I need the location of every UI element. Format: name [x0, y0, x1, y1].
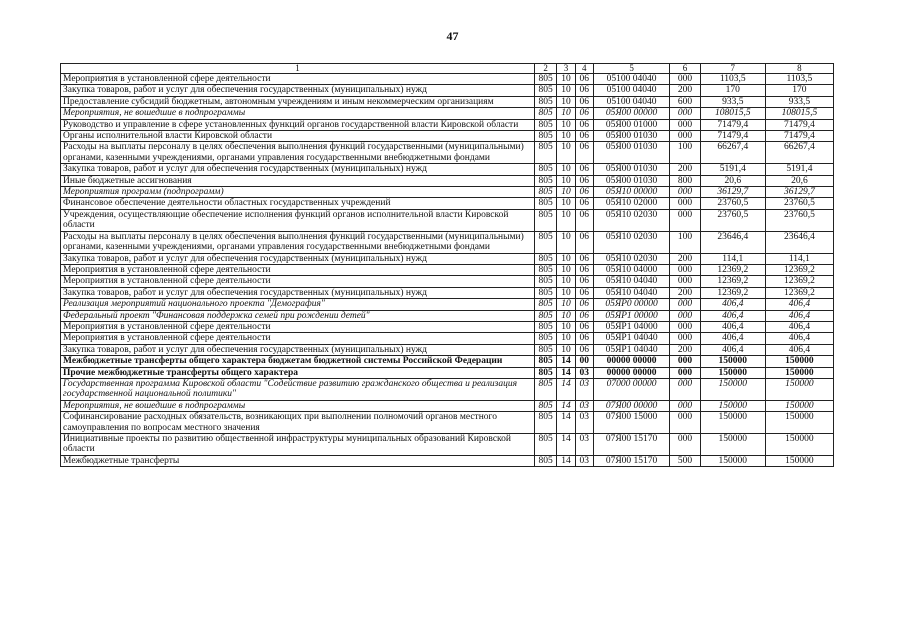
section-cell: 10 — [557, 74, 575, 85]
target-article-cell: 05ЯР1 04040 — [593, 333, 669, 344]
amount-cell: 150000 — [700, 434, 765, 456]
amount-cell: 1103,5 — [765, 74, 833, 85]
amount-cell: 71479,4 — [700, 131, 765, 142]
header-cell: 6 — [670, 64, 701, 74]
table-row — [61, 378, 834, 400]
subsection-cell: 06 — [575, 96, 593, 107]
target-article-cell: 00000 00000 — [593, 367, 669, 378]
item-name-cell: Мероприятия в установленной сфере деятельности — [61, 333, 535, 344]
ministry-code-cell: 805 — [534, 356, 556, 367]
amount-cell: 406,4 — [700, 333, 765, 344]
amount-cell: 5191,4 — [765, 164, 833, 175]
amount-cell: 150000 — [700, 400, 765, 411]
amount-cell: 12369,2 — [700, 264, 765, 275]
ministry-code-cell: 805 — [534, 276, 556, 287]
target-article-cell: 05ЯР0 00000 — [593, 299, 669, 310]
table-row — [61, 231, 834, 253]
item-name-cell: Мероприятия, не вошедшие в подпрограммы — [61, 400, 535, 411]
amount-cell: 20,6 — [765, 175, 833, 186]
expense-type-cell: 500 — [670, 455, 701, 466]
amount-cell: 406,4 — [765, 344, 833, 355]
amount-cell: 23760,5 — [765, 198, 833, 209]
section-cell: 14 — [557, 356, 575, 367]
expense-type-cell: 000 — [670, 276, 701, 287]
target-article-cell: 05ЯР1 04000 — [593, 321, 669, 332]
expense-type-cell: 000 — [670, 310, 701, 321]
amount-cell: 66267,4 — [765, 142, 833, 164]
expense-type-cell: 100 — [670, 231, 701, 253]
ministry-code-cell: 805 — [534, 187, 556, 198]
amount-cell: 114,1 — [700, 253, 765, 264]
ministry-code-cell: 805 — [534, 378, 556, 400]
amount-cell: 150000 — [700, 455, 765, 466]
amount-cell: 71479,4 — [700, 119, 765, 130]
section-cell: 14 — [557, 455, 575, 466]
amount-cell: 12369,2 — [700, 287, 765, 298]
amount-cell: 114,1 — [765, 253, 833, 264]
amount-cell: 150000 — [700, 367, 765, 378]
expense-type-cell: 000 — [670, 299, 701, 310]
target-article-cell: 05Я00 01000 — [593, 119, 669, 130]
amount-cell: 23760,5 — [765, 209, 833, 231]
target-article-cell: 05ЯР1 00000 — [593, 310, 669, 321]
amount-cell: 150000 — [700, 378, 765, 400]
section-cell: 10 — [557, 253, 575, 264]
expense-type-cell: 200 — [670, 85, 701, 96]
ministry-code-cell: 805 — [534, 412, 556, 434]
amount-cell: 23646,4 — [700, 231, 765, 253]
section-cell: 14 — [557, 367, 575, 378]
target-article-cell: 05Я10 02030 — [593, 231, 669, 253]
expense-type-cell: 000 — [670, 119, 701, 130]
table-row — [61, 74, 834, 85]
target-article-cell: 05Я00 01030 — [593, 131, 669, 142]
amount-cell: 406,4 — [765, 333, 833, 344]
expense-type-cell: 000 — [670, 412, 701, 434]
amount-cell: 150000 — [765, 367, 833, 378]
subsection-cell: 06 — [575, 231, 593, 253]
header-cell: 2 — [534, 64, 556, 74]
subsection-cell: 06 — [575, 209, 593, 231]
item-name-cell: Расходы на выплаты персоналу в целях обеспечения выполнения функций государственными (муниципальными) органами, казенными учреждениями, органами управления государственными внебюджетными фондами — [61, 231, 535, 253]
expense-type-cell: 200 — [670, 253, 701, 264]
subsection-cell: 06 — [575, 164, 593, 175]
section-cell: 10 — [557, 119, 575, 130]
expense-type-cell: 000 — [670, 367, 701, 378]
table-row — [61, 198, 834, 209]
target-article-cell: 07000 00000 — [593, 378, 669, 400]
item-name-cell: Учреждения, осуществляющие обеспечение исполнения функций органов исполнительной власти Кировской области — [61, 209, 535, 231]
item-name-cell: Расходы на выплаты персоналу в целях обеспечения выполнения функций государственными (муниципальными) органами, казенными учреждениями, органами управления государственными внебюджетными фондами — [61, 142, 535, 164]
header-cell: 3 — [557, 64, 575, 74]
subsection-cell: 00 — [575, 356, 593, 367]
table-row — [61, 209, 834, 231]
ministry-code-cell: 805 — [534, 119, 556, 130]
expense-type-cell: 000 — [670, 400, 701, 411]
expense-type-cell: 000 — [670, 356, 701, 367]
ministry-code-cell: 805 — [534, 231, 556, 253]
target-article-cell: 05Я10 00000 — [593, 187, 669, 198]
subsection-cell: 06 — [575, 264, 593, 275]
expense-type-cell: 000 — [670, 131, 701, 142]
table-row — [61, 299, 834, 310]
table-row — [61, 142, 834, 164]
table-row — [61, 356, 834, 367]
ministry-code-cell: 805 — [534, 175, 556, 186]
section-cell: 10 — [557, 299, 575, 310]
amount-cell: 170 — [700, 85, 765, 96]
expense-type-cell: 000 — [670, 108, 701, 119]
amount-cell: 150000 — [765, 455, 833, 466]
amount-cell: 406,4 — [765, 310, 833, 321]
ministry-code-cell: 805 — [534, 321, 556, 332]
item-name-cell: Мероприятия в установленной сфере деятельности — [61, 321, 535, 332]
subsection-cell: 06 — [575, 299, 593, 310]
target-article-cell: 05Я10 04040 — [593, 287, 669, 298]
item-name-cell: Межбюджетные трансферты — [61, 455, 535, 466]
section-cell: 14 — [557, 378, 575, 400]
expense-type-cell: 000 — [670, 321, 701, 332]
expense-type-cell: 000 — [670, 434, 701, 456]
subsection-cell: 03 — [575, 367, 593, 378]
section-cell: 14 — [557, 412, 575, 434]
section-cell: 10 — [557, 231, 575, 253]
expense-type-cell: 600 — [670, 96, 701, 107]
table-row — [61, 131, 834, 142]
table-row — [61, 455, 834, 466]
subsection-cell: 03 — [575, 434, 593, 456]
table-row — [61, 108, 834, 119]
amount-cell: 1103,5 — [700, 74, 765, 85]
subsection-cell: 06 — [575, 142, 593, 164]
section-cell: 10 — [557, 142, 575, 164]
subsection-cell: 03 — [575, 400, 593, 411]
target-article-cell: 07Я00 15170 — [593, 434, 669, 456]
section-cell: 10 — [557, 321, 575, 332]
section-cell: 10 — [557, 344, 575, 355]
table-row — [61, 310, 834, 321]
section-cell: 10 — [557, 131, 575, 142]
amount-cell: 406,4 — [700, 344, 765, 355]
table-row — [61, 175, 834, 186]
item-name-cell: Государственная программа Кировской области "Содействие развитию гражданского общества и реализация государственной национальной политики" — [61, 378, 535, 400]
item-name-cell: Прочие межбюджетные трансферты общего характера — [61, 367, 535, 378]
amount-cell: 150000 — [765, 434, 833, 456]
item-name-cell: Органы исполнительной власти Кировской области — [61, 131, 535, 142]
item-name-cell: Мероприятия, не вошедшие в подпрограммы — [61, 108, 535, 119]
table-row — [61, 96, 834, 107]
ministry-code-cell: 805 — [534, 74, 556, 85]
amount-cell: 150000 — [765, 412, 833, 434]
amount-cell: 71479,4 — [765, 119, 833, 130]
section-cell: 10 — [557, 310, 575, 321]
ministry-code-cell: 805 — [534, 142, 556, 164]
item-name-cell: Реализация мероприятий национального проекта "Демография" — [61, 299, 535, 310]
ministry-code-cell: 805 — [534, 164, 556, 175]
table-row — [61, 434, 834, 456]
ministry-code-cell: 805 — [534, 209, 556, 231]
ministry-code-cell: 805 — [534, 310, 556, 321]
item-name-cell: Мероприятия в установленной сфере деятельности — [61, 264, 535, 275]
subsection-cell: 06 — [575, 74, 593, 85]
expense-type-cell: 800 — [670, 175, 701, 186]
subsection-cell: 06 — [575, 175, 593, 186]
item-name-cell: Финансовое обеспечение деятельности областных государственных учреждений — [61, 198, 535, 209]
amount-cell: 12369,2 — [765, 287, 833, 298]
subsection-cell: 06 — [575, 85, 593, 96]
table-row — [61, 187, 834, 198]
amount-cell: 406,4 — [765, 321, 833, 332]
section-cell: 10 — [557, 264, 575, 275]
section-cell: 10 — [557, 164, 575, 175]
item-name-cell: Закупка товаров, работ и услуг для обеспечения государственных (муниципальных) нужд — [61, 164, 535, 175]
amount-cell: 406,4 — [700, 310, 765, 321]
section-cell: 10 — [557, 187, 575, 198]
target-article-cell: 07Я00 15170 — [593, 455, 669, 466]
subsection-cell: 06 — [575, 119, 593, 130]
section-cell: 10 — [557, 108, 575, 119]
expense-type-cell: 000 — [670, 198, 701, 209]
section-cell: 14 — [557, 434, 575, 456]
ministry-code-cell: 805 — [534, 287, 556, 298]
subsection-cell: 06 — [575, 276, 593, 287]
table-row — [61, 321, 834, 332]
item-name-cell: Закупка товаров, работ и услуг для обеспечения государственных (муниципальных) нужд — [61, 253, 535, 264]
ministry-code-cell: 805 — [534, 333, 556, 344]
target-article-cell: 05100 04040 — [593, 96, 669, 107]
expense-type-cell: 100 — [670, 142, 701, 164]
budget-table — [60, 63, 834, 467]
section-cell: 10 — [557, 175, 575, 186]
target-article-cell: 05Я00 01030 — [593, 142, 669, 164]
amount-cell: 23760,5 — [700, 209, 765, 231]
subsection-cell: 06 — [575, 287, 593, 298]
item-name-cell: Мероприятия в установленной сфере деятельности — [61, 276, 535, 287]
header-row — [61, 64, 834, 74]
expense-type-cell: 200 — [670, 164, 701, 175]
target-article-cell: 07Я00 15000 — [593, 412, 669, 434]
expense-type-cell: 200 — [670, 344, 701, 355]
amount-cell: 170 — [765, 85, 833, 96]
target-article-cell: 05Я00 00000 — [593, 108, 669, 119]
item-name-cell: Закупка товаров, работ и услуг для обеспечения государственных (муниципальных) нужд — [61, 287, 535, 298]
target-article-cell: 05ЯР1 04040 — [593, 344, 669, 355]
item-name-cell: Руководство и управление в сфере установленных функций органов государственной власти Кировской области — [61, 119, 535, 130]
item-name-cell: Мероприятия в установленной сфере деятельности — [61, 74, 535, 85]
table-row — [61, 119, 834, 130]
ministry-code-cell: 805 — [534, 367, 556, 378]
table-row — [61, 412, 834, 434]
subsection-cell: 06 — [575, 198, 593, 209]
target-article-cell: 05Я10 04040 — [593, 276, 669, 287]
target-article-cell: 05Я00 01030 — [593, 175, 669, 186]
target-article-cell: 00000 00000 — [593, 356, 669, 367]
section-cell: 14 — [557, 400, 575, 411]
expense-type-cell: 200 — [670, 287, 701, 298]
table-row — [61, 85, 834, 96]
amount-cell: 933,5 — [700, 96, 765, 107]
ministry-code-cell: 805 — [534, 253, 556, 264]
subsection-cell: 06 — [575, 131, 593, 142]
header-cell: 4 — [575, 64, 593, 74]
amount-cell: 23760,5 — [700, 198, 765, 209]
amount-cell: 36129,7 — [700, 187, 765, 198]
section-cell: 10 — [557, 96, 575, 107]
subsection-cell: 06 — [575, 108, 593, 119]
amount-cell: 933,5 — [765, 96, 833, 107]
ministry-code-cell: 805 — [534, 434, 556, 456]
expense-type-cell: 000 — [670, 187, 701, 198]
section-cell: 10 — [557, 333, 575, 344]
expense-type-cell: 000 — [670, 74, 701, 85]
ministry-code-cell: 805 — [534, 344, 556, 355]
ministry-code-cell: 805 — [534, 400, 556, 411]
target-article-cell: 05Я10 02030 — [593, 253, 669, 264]
ministry-code-cell: 805 — [534, 96, 556, 107]
target-article-cell: 05Я10 04000 — [593, 264, 669, 275]
ministry-code-cell: 805 — [534, 131, 556, 142]
amount-cell: 150000 — [765, 356, 833, 367]
ministry-code-cell: 805 — [534, 198, 556, 209]
table-row — [61, 287, 834, 298]
subsection-cell: 06 — [575, 344, 593, 355]
amount-cell: 406,4 — [765, 299, 833, 310]
page-number: 47 — [446, 29, 459, 43]
header-cell: 8 — [765, 64, 833, 74]
header-cell: 5 — [593, 64, 669, 74]
subsection-cell: 06 — [575, 310, 593, 321]
expense-type-cell: 000 — [670, 333, 701, 344]
item-name-cell: Закупка товаров, работ и услуг для обеспечения государственных (муниципальных) нужд — [61, 85, 535, 96]
section-cell: 10 — [557, 287, 575, 298]
item-name-cell: Закупка товаров, работ и услуг для обеспечения государственных (муниципальных) нужд — [61, 344, 535, 355]
amount-cell: 66267,4 — [700, 142, 765, 164]
target-article-cell: 05Я10 02030 — [593, 209, 669, 231]
table-row — [61, 264, 834, 275]
subsection-cell: 03 — [575, 455, 593, 466]
amount-cell: 406,4 — [700, 321, 765, 332]
item-name-cell: Иные бюджетные ассигнования — [61, 175, 535, 186]
amount-cell: 23646,4 — [765, 231, 833, 253]
amount-cell: 150000 — [765, 378, 833, 400]
ministry-code-cell: 805 — [534, 85, 556, 96]
ministry-code-cell: 805 — [534, 455, 556, 466]
amount-cell: 36129,7 — [765, 187, 833, 198]
amount-cell: 150000 — [700, 412, 765, 434]
amount-cell: 108015,5 — [765, 108, 833, 119]
amount-cell: 12369,2 — [700, 276, 765, 287]
item-name-cell: Предоставление субсидий бюджетным, автономным учреждениям и иным некоммерческим организациям — [61, 96, 535, 107]
amount-cell: 150000 — [765, 400, 833, 411]
subsection-cell: 06 — [575, 187, 593, 198]
item-name-cell: Софинансирование расходных обязательств, возникающих при выполнении полномочий органов местного самоуправления по вопросам местного значения — [61, 412, 535, 434]
expense-type-cell: 000 — [670, 378, 701, 400]
subsection-cell: 03 — [575, 412, 593, 434]
table-row — [61, 276, 834, 287]
ministry-code-cell: 805 — [534, 264, 556, 275]
section-cell: 10 — [557, 209, 575, 231]
table-row — [61, 333, 834, 344]
amount-cell: 12369,2 — [765, 264, 833, 275]
expense-type-cell: 000 — [670, 209, 701, 231]
subsection-cell: 06 — [575, 321, 593, 332]
table-body — [61, 74, 834, 467]
ministry-code-cell: 805 — [534, 299, 556, 310]
table-row — [61, 400, 834, 411]
table-row — [61, 164, 834, 175]
amount-cell: 71479,4 — [765, 131, 833, 142]
amount-cell: 20,6 — [700, 175, 765, 186]
section-cell: 10 — [557, 198, 575, 209]
item-name-cell: Федеральный проект "Финансовая поддержка семей при рождении детей" — [61, 310, 535, 321]
item-name-cell: Межбюджетные трансферты общего характера бюджетам бюджетной системы Российской Федерации — [61, 356, 535, 367]
amount-cell: 406,4 — [700, 299, 765, 310]
item-name-cell: Мероприятия программ (подпрограмм) — [61, 187, 535, 198]
subsection-cell: 06 — [575, 333, 593, 344]
table-row — [61, 367, 834, 378]
amount-cell: 108015,5 — [700, 108, 765, 119]
section-cell: 10 — [557, 276, 575, 287]
amount-cell: 12369,2 — [765, 276, 833, 287]
header-cell: 7 — [700, 64, 765, 74]
target-article-cell: 05100 04040 — [593, 85, 669, 96]
amount-cell: 150000 — [700, 356, 765, 367]
item-name-cell: Инициативные проекты по развитию общественной инфраструктуры муниципальных образований Кировской области — [61, 434, 535, 456]
table-row — [61, 344, 834, 355]
expense-type-cell: 000 — [670, 264, 701, 275]
header-cell: 1 — [61, 64, 535, 74]
target-article-cell: 07Я00 00000 — [593, 400, 669, 411]
ministry-code-cell: 805 — [534, 108, 556, 119]
target-article-cell: 05100 04040 — [593, 74, 669, 85]
subsection-cell: 06 — [575, 253, 593, 264]
target-article-cell: 05Я00 01030 — [593, 164, 669, 175]
section-cell: 10 — [557, 85, 575, 96]
table-row — [61, 253, 834, 264]
amount-cell: 5191,4 — [700, 164, 765, 175]
subsection-cell: 03 — [575, 378, 593, 400]
target-article-cell: 05Я10 02000 — [593, 198, 669, 209]
